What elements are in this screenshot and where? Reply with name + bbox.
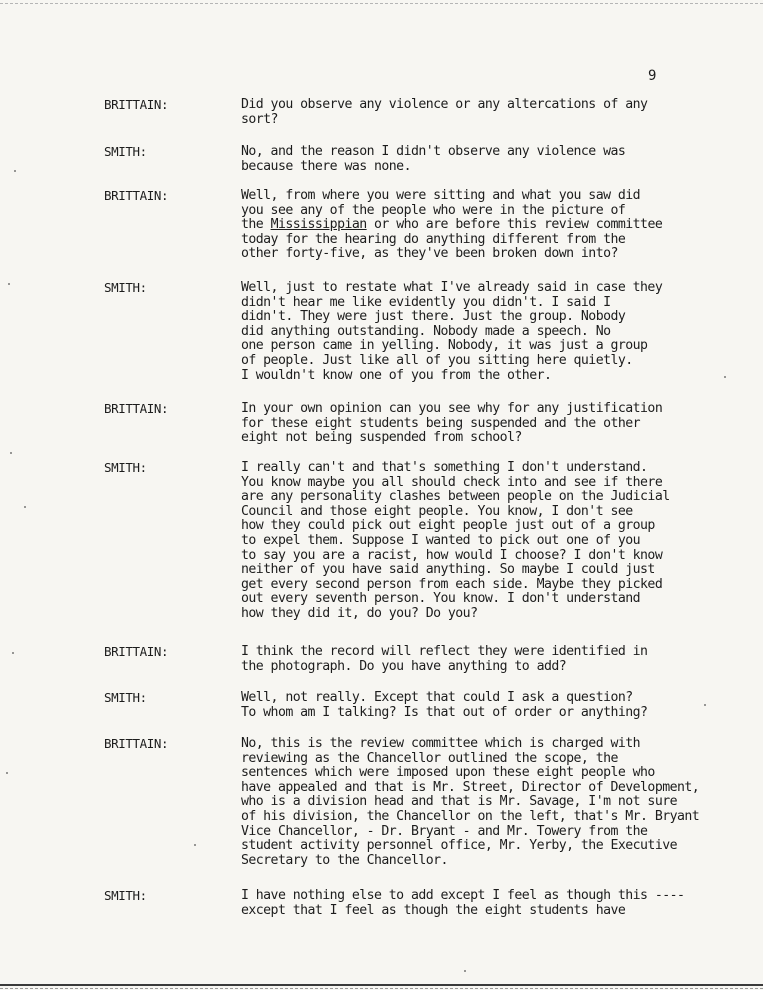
scan-speck — [704, 704, 706, 706]
speaker-name: BRITTAIN: — [104, 188, 169, 203]
speech-line: sort? — [241, 111, 278, 127]
scan-speck — [8, 283, 10, 285]
speech-text — [241, 461, 711, 622]
speech-text — [241, 691, 711, 720]
speech-line: you see any of the people who were in the picture of — [241, 202, 626, 218]
scan-speck — [194, 844, 196, 846]
speech-line: the Mississippian or who are before this review committee — [241, 217, 663, 233]
speech-text — [241, 645, 711, 674]
speaker-name: BRITTAIN: — [104, 736, 169, 751]
speech-line: I have nothing else to add except I feel as though this ---- — [241, 888, 685, 903]
speaker-name: SMITH: — [104, 280, 147, 295]
speech-line: for these eight students being suspended and the other — [241, 415, 641, 431]
speech-line: didn't hear me like evidently you didn't. I said I — [241, 294, 611, 310]
top-page-edge — [0, 3, 763, 4]
speech-line: I really can't and that's something I don't understand. — [241, 460, 648, 475]
scan-speck — [10, 452, 12, 454]
scan-speck — [24, 506, 26, 508]
speech-line: neither of you have said anything. So maybe I could just — [241, 562, 655, 578]
speech-line: did anything outstanding. Nobody made a speech. No — [241, 323, 611, 339]
speaker-name: BRITTAIN: — [104, 97, 169, 112]
scan-speck — [464, 970, 466, 972]
speech-line: I think the record will reflect they were identified in — [241, 644, 648, 659]
speaker-name: SMITH: — [104, 888, 147, 903]
speech-line: to say you are a racist, how would I choose? I don't know — [241, 547, 663, 563]
speech-line: except that I feel as though the eight students have — [241, 902, 626, 918]
speech-line: reviewing as the Chancellor outlined the scope, the — [241, 750, 618, 766]
speech-line: You know maybe you all should check into and see if there — [241, 474, 663, 490]
speech-text — [241, 889, 711, 918]
speaker-name: SMITH: — [104, 460, 147, 475]
speech-line: because there was none. — [241, 158, 411, 174]
speech-line: No, this is the review committee which is charged with — [241, 736, 641, 751]
speech-line: Secretary to the Chancellor. — [241, 852, 448, 868]
speech-line: one person came in yelling. Nobody, it was just a group — [241, 338, 648, 354]
speech-text — [241, 98, 711, 127]
speech-line: Well, just to restate what I've already said in case they — [241, 280, 663, 295]
speech-line: sentences which were imposed upon these eight people who — [241, 765, 655, 781]
speech-line: In your own opinion can you see why for any justification — [241, 401, 663, 416]
speech-line: Did you observe any violence or any altercations of any — [241, 97, 648, 112]
scan-speck — [14, 170, 16, 172]
scan-speck — [12, 652, 14, 654]
speech-line: other forty-five, as they've been broken down into? — [241, 246, 618, 262]
speech-line: I wouldn't know one of you from the other. — [241, 367, 552, 383]
speech-text — [241, 145, 711, 174]
bottom-page-edge — [0, 988, 763, 989]
speech-line: eight not being suspended from school? — [241, 430, 522, 446]
speech-line: Council and those eight people. You know, I don't see — [241, 503, 633, 519]
speech-line: have appealed and that is Mr. Street, Director of Development, — [241, 779, 700, 795]
scan-speck — [724, 376, 726, 378]
speech-line: student activity personnel office, Mr. Yerby, the Executive — [241, 838, 677, 854]
speech-line: of his division, the Chancellor on the left, that's Mr. Bryant — [241, 808, 700, 824]
speech-line: To whom am I talking? Is that out of order or anything? — [241, 704, 648, 720]
speech-line: the photograph. Do you have anything to add? — [241, 658, 567, 674]
speech-text — [241, 189, 711, 262]
speech-line: are any personality clashes between people on the Judicial — [241, 489, 670, 505]
speaker-name: BRITTAIN: — [104, 401, 169, 416]
speech-line: Well, not really. Except that could I ask a question? — [241, 690, 633, 705]
speaker-name: BRITTAIN: — [104, 644, 169, 659]
speech-line: Well, from where you were sitting and what you saw did — [241, 188, 641, 203]
scan-speck — [6, 772, 8, 774]
speaker-name: SMITH: — [104, 144, 147, 159]
speech-line: how they did it, do you? Do you? — [241, 605, 478, 621]
speech-text — [241, 737, 711, 868]
speech-line: to expel them. Suppose I wanted to pick out one of you — [241, 532, 641, 548]
page-number: 9 — [648, 68, 657, 84]
speech-text — [241, 281, 711, 383]
speaker-name: SMITH: — [104, 690, 147, 705]
speech-line: Vice Chancellor, - Dr. Bryant - and Mr. Towery from the — [241, 823, 648, 839]
bottom-page-rule — [0, 984, 763, 986]
speech-line: get every second person from each side. Maybe they picked — [241, 576, 663, 592]
speech-line: how they could pick out eight people just out of a group — [241, 518, 655, 534]
speech-line: No, and the reason I didn't observe any violence was — [241, 144, 626, 159]
speech-line: who is a division head and that is Mr. Savage, I'm not sure — [241, 794, 677, 810]
speech-line: of people. Just like all of you sitting here quietly. — [241, 352, 633, 368]
speech-line: today for the hearing do anything different from the — [241, 231, 626, 247]
speech-line: out every seventh person. You know. I don't understand — [241, 591, 641, 607]
speech-text — [241, 402, 711, 446]
speech-line: didn't. They were just there. Just the group. Nobody — [241, 309, 626, 325]
